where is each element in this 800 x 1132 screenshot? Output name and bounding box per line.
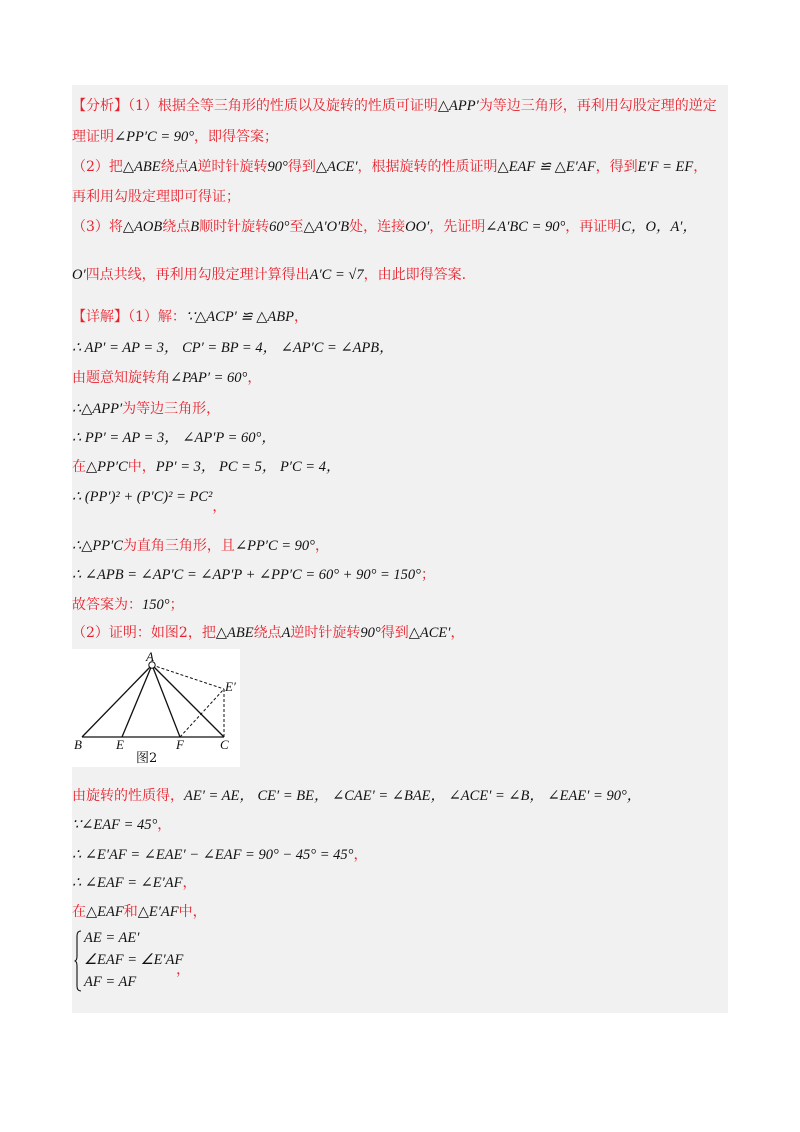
detail-line-7: ∴ (PP′)² + (P′C)² = PC²， — [72, 489, 227, 515]
proof-line-5: 在△EAF和△E′AF中， — [72, 904, 207, 920]
segment-ab — [82, 665, 152, 737]
detail-line-4: ∴△APP′为等边三角形， — [72, 401, 221, 417]
figure-2 — [72, 649, 240, 767]
segment-ae-prime — [152, 665, 224, 689]
analysis-line-4: 再利用勾股定理即可得证； — [72, 189, 240, 205]
label-b: B — [74, 737, 82, 752]
segment-af — [152, 665, 180, 737]
system-row-1: AE = AE′ — [84, 930, 140, 946]
congruence-system — [72, 928, 272, 996]
detail-line-3: 由题意知旋转角∠PAP′ = 60°， — [72, 370, 262, 386]
analysis-line-6: O′四点共线，再利用勾股定理计算得出A′C = √7，由此即得答案. — [72, 267, 467, 283]
proof-line-2: ∵∠EAF = 45°， — [72, 817, 172, 833]
detail-line-1: 【详解】（1）解：∵△ACP′ ≌ △ABP， — [72, 309, 308, 325]
detail-line-2: ∴ AP′ = AP = 3， CP′ = BP = 4， ∠AP′C = ∠APB， — [72, 340, 394, 356]
analysis-line-5: （3）将△AOB绕点B顺时针旋转60°至△A′O′B处，连接OO′，先证明∠A′BC = 90°，再证明C，O，A′， — [72, 219, 697, 235]
detail-line-8: ∴△PP′C为直角三角形，且∠PP′C = 90°， — [72, 538, 329, 554]
analysis-line-1: 【分析】（1）根据全等三角形的性质以及旋转的性质可证明△APP′为等边三角形，再利用勾股定理的逆定 — [72, 98, 717, 114]
detail-line-6: 在△PP′C中，PP′ = 3， PC = 5， P′C = 4， — [72, 459, 341, 475]
label-f: F — [176, 737, 184, 752]
segment-ac — [152, 665, 224, 737]
detail-line-9: ∴ ∠APB = ∠AP′C = ∠AP′P + ∠PP′C = 60° + 90° = 150°； — [72, 567, 435, 583]
detail-line-5: ∴ PP′ = AP = 3， ∠AP′P = 60°， — [72, 430, 276, 446]
proof-line-3: ∴ ∠E′AF = ∠EAE′ − ∠EAF = 90° − 45° = 45°， — [72, 847, 368, 863]
label-a: A — [146, 649, 154, 664]
proof-line-4: ∴ ∠EAF = ∠E′AF， — [72, 875, 197, 891]
system-comma: ， — [176, 962, 191, 978]
system-row-3: AF = AF — [84, 974, 137, 990]
figure-caption: 图2 — [136, 751, 158, 766]
label-c: C — [220, 737, 229, 752]
segment-ae — [122, 665, 152, 737]
detail-line-11: （2）证明：如图2，把△ABE绕点A逆时针旋转90°得到△ACE′， — [72, 625, 465, 641]
label-e-prime: E′ — [225, 679, 236, 694]
analysis-line-3: （2）把△ABE绕点A逆时针旋转90°得到△ACE′，根据旋转的性质证明△EAF ≌ △E′AF，得到E′F = EF， — [72, 159, 708, 175]
label-e: E — [116, 737, 124, 752]
geometry-diagram — [72, 649, 240, 767]
analysis-line-2: 理证明∠PP′C = 90°，即得答案； — [72, 129, 279, 145]
system-row-2: ∠EAF = ∠E′AF — [84, 952, 184, 968]
detail-line-10: 故答案为：150°； — [72, 597, 184, 613]
proof-line-1: 由旋转的性质得，AE′ = AE， CE′ = BE， ∠CAE′ = ∠BAE， ∠ACE′ = ∠B， ∠EAE′ = 90°， — [72, 788, 642, 804]
left-brace-icon — [74, 930, 82, 992]
